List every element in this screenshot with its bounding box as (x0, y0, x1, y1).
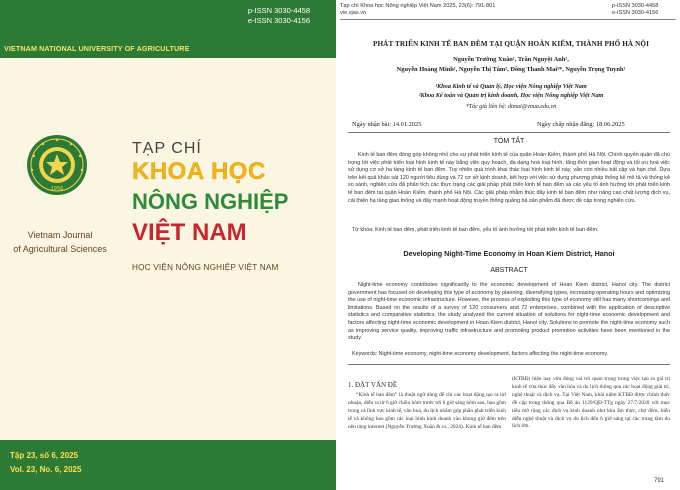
header-divider (340, 19, 676, 20)
section-heading: 1. ĐẶT VẤN ĐỀ (348, 381, 398, 389)
cover-issn (248, 6, 310, 26)
cover-journal-en-line1: Vietnam Journal (27, 230, 93, 240)
page-header-right (612, 3, 658, 17)
header-issn-online: e-ISSN 3030-4156 (612, 10, 659, 16)
page-number: 791 (654, 478, 665, 484)
body-column-right: (KTBĐ) hiện nay vừa đóng vai trò quan trọng trong việc tạo ra giá trị kinh tế vừa thúc đẩy văn hóa và du lịch thông qua các hoạt động giải trí, nghệ thuật và dịch vụ. Tại Việt Nam, khái niệm KTBĐ được chính thức đề cập trong thông qua Đề án 1129/QĐ-TTg ngày 27/7/2020 với mục tiêu mở rộng các dịch vụ kinh doanh như khu ẩm thực, chợ đêm, biểu diễn nghệ thuật và dịch vụ du lịch đến 6 giờ sáng tại các trung tâm du lịch lớn. (512, 376, 670, 430)
article-affiliations (376, 83, 646, 100)
page-header-left (340, 3, 495, 17)
cover-issn-print: p-ISSN 3030-4458 (247, 6, 310, 15)
keywords-text: Keywords: Night-time economy, night-time economy development, factors affecting the night-time economy. (352, 351, 609, 357)
journal-website: vie.vjas.vn (340, 10, 367, 16)
corresponding-author: *Tác giả liên hệ: dtmai@vnua.edu.vn (465, 104, 557, 110)
abstract-divider-bottom (348, 364, 670, 365)
logo-year: 1956 (50, 186, 64, 192)
received-date: Ngày nhận bài: 14.01.2025 (352, 121, 422, 128)
affiliation-2: ²Khoa Kế toán và Quản trị kinh doanh, Học viện Nông nghiệp Việt Nam (418, 91, 604, 99)
cover-university: VIETNAM NATIONAL UNIVERSITY OF AGRICULTURE (0, 40, 336, 58)
cover-issue-en: Vol. 23, No. 6, 2025 (10, 465, 82, 474)
authors-line2: Nguyễn Hoàng Minh¹, Nguyễn Thị Tâm², Đồng Thanh Mai²*, Nguyễn Trọng Tuynh² (396, 66, 626, 73)
accepted-date: Ngày chấp nhận đăng: 18.06.2025 (537, 121, 625, 128)
abstract-heading: ABSTRACT (490, 267, 528, 274)
cover-issue (10, 449, 81, 477)
authors-line1: Nguyễn Trường Xuân¹, Trần Nguyệt Anh², (453, 56, 569, 63)
article-page (336, 0, 680, 490)
cover-issn-online: e-ISSN 3030-4156 (247, 16, 310, 25)
journal-citation: Tạp chí Khoa học Nông nghiệp Việt Nam 2025, 23(6): 791-801 (340, 3, 496, 9)
cover-tap-chi: TẠP CHÍ (132, 140, 202, 157)
university-logo-icon (26, 134, 88, 196)
cover-issue-vi: Tập 23, số 6, 2025 (10, 451, 79, 460)
article-title-vi: PHÁT TRIỂN KINH TẾ BAN ĐÊM TẠI QUẬN HOÀN KIẾM, THÀNH PHỐ HÀ NỘI (373, 40, 649, 48)
cover-journal-en-line2: of Agricultural Sciences (13, 244, 107, 254)
cover-title (132, 140, 332, 248)
article-authors (376, 55, 646, 75)
cover-journal-en (0, 228, 120, 256)
cover-title-line2: NÔNG NGHIỆP (132, 189, 289, 214)
affiliation-1: ¹Khoa Kinh tế và Quản lý, Học viện Nông nghiệp Việt Nam (435, 83, 587, 90)
cover-title-line3: VIỆT NAM (132, 219, 247, 246)
tomtat-heading: TÓM TẮT (493, 138, 525, 145)
abstract-divider-top (348, 132, 670, 133)
cover-title-line1: KHOA HỌC (132, 158, 266, 185)
article-title-en: Developing Night-Time Economy in Hoan Kiem District, Hanoi (403, 249, 615, 258)
header-issn-print: p-ISSN 3030-4458 (612, 3, 659, 9)
cover-academy: HỌC VIỆN NÔNG NGHIỆP VIỆT NAM (132, 263, 279, 272)
tomtat-text: Kinh tế ban đêm đóng góp không nhỏ cho sự phát triển kinh tế của quận Hoàn Kiếm, thành phố Hà Nội. Chính quyền quận đã chú trọng tới việc phát triển loại hình kinh tế này bằng việc quy hoạch, đa dạng hoá loại hình, tăng thời gian hoạt động và tối ưu hoá việc sử dụng cơ sở hạ tầng kinh tế ban đêm. Tuy nhiên quá trình khai thác loại hình kinh tế này, vẫn còn nhiều bất cập và hạn chế. Dựa trên kết quả khảo sát 120 người tiêu dùng và 72 cơ sở kinh doanh, kết hợp với việc sử dụng phương pháp thống kê mô tả và thống kê so sánh, nghiên cứu đã phân tích các thực trạng các giải pháp phát triển kinh tế ban đêm và các yếu tố ảnh hưởng tới phát triển kinh tế ban đêm tại quận Hoàn Kiếm, thành phố Hà Nội. Các giải pháp nhằm thúc đẩy kinh tế ban đêm như nâng cao chất lượng dịch vụ, cải thiện hạ tầng giao thông và đẩy mạnh hoạt động truyền thông quảng bá sản phẩm đã được đề cập trong nghiên cứu. (348, 152, 670, 204)
journal-cover (0, 0, 336, 490)
abstract-text: Night-time economy contributes significantly to the economic development of Hoan Kiem district, Hanoi city. The district government has focused on developing this type of economy by planning, diversifying types, increasing operating hours and optimizing the use of night-time economic infrastructure. However, the process of exploiting this type of economy still has many shortcomings and limitations. Based on the results of a survey of 120 consumers and 72 enterprises, combined with the application of descriptive statistics and comparative statistics, the study analyzed the current situation of solutions for night-time economic development and factors affecting night-time economic development in Hoan Kiem district, Hanoi city. Solutions to promote the night-time economy such as improving service quality, improving traffic infrastructure and promoting product promotion activities have been mentioned in the study. (348, 282, 670, 342)
tukhoa-text: Từ khóa: Kinh tế ban đêm, phát triển kinh tế ban đêm, yếu tố ảnh hưởng tới phát triển kinh tế ban đêm. (352, 227, 599, 233)
body-column-left: “Kinh tế ban đêm” là thuật ngữ dùng để chỉ các hoạt động tạo ra lợi nhuận, diễn ra từ 6 giờ chiều hôm trước tới 6 giờ sáng hôm sau, bao gồm trong cả lĩnh vực kinh tế, văn hoá, du lịch nhằm góp phần phát triển kinh tế và không bao gồm các loại hình kinh doanh vào khung giờ đêm trên nền tảng internet (Nguyễn Trường Xuân & cs., 2024). Kinh tế ban đêm (348, 392, 506, 430)
